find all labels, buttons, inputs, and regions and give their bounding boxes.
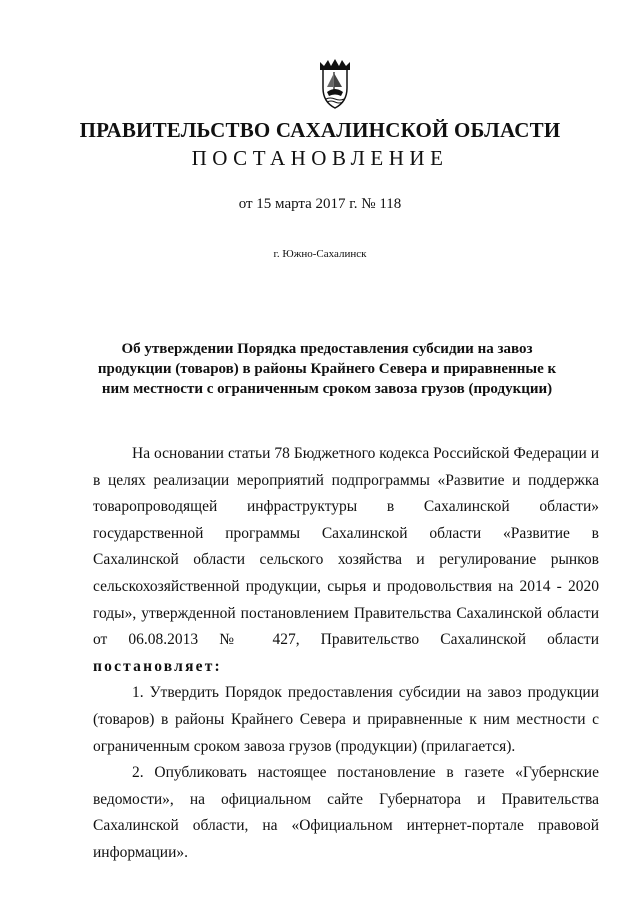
coat-of-arms-icon (317, 58, 353, 110)
clause-2: 2. Опубликовать настоящее постановление в газете «Губернские ведомости», на официальном сайте Губернатора и Правительства Сахалинской области, на «Официальном интернет-портале правовой информации». (93, 764, 599, 861)
document-date-number: от 15 марта 2017 г. № 118 (238, 196, 402, 212)
preamble-text: На основании статьи 78 Бюджетного кодекса Российской Федерации и в целях реализации мероприятий подпрограммы «Развитие и поддержка товаропроводящей инфраструктуры в Сахалинской области» государственной программы Сахалинской области «Развитие в Сахалинской области сельского хозяйства и регулирование рынков сельскохозяйственной продукции, сырья и продовольствия на 2014 - 2020 годы», утвержденной постановлением Правительства Сахалинской области от 06.08.2013 № 427, Правительство Сахалинской области (93, 445, 599, 649)
document-city: г. Южно-Сахалинск (273, 248, 367, 260)
decree-word: постановляет: (93, 657, 222, 675)
preamble-paragraph (93, 441, 599, 680)
clause-1: 1. Утвердить Порядок предоставления субсидии на завоз продукции (товаров) в районы Крайнего Севера и приравненные к ним местности с ограниченным сроком завоза грузов (продукции) (прилагается). (93, 684, 599, 755)
document-subject: Об утверждении Порядка предоставления субсидии на завоз продукции (товаров) в районы Крайнего Севера и приравненные к ним местности с ограниченным сроком завоза грузов (продукции) (97, 341, 557, 397)
document-body (93, 441, 599, 867)
document-type: ПОСТАНОВЛЕНИЕ (191, 146, 449, 170)
government-title: ПРАВИТЕЛЬСТВО САХАЛИНСКОЙ ОБЛАСТИ (79, 118, 561, 142)
